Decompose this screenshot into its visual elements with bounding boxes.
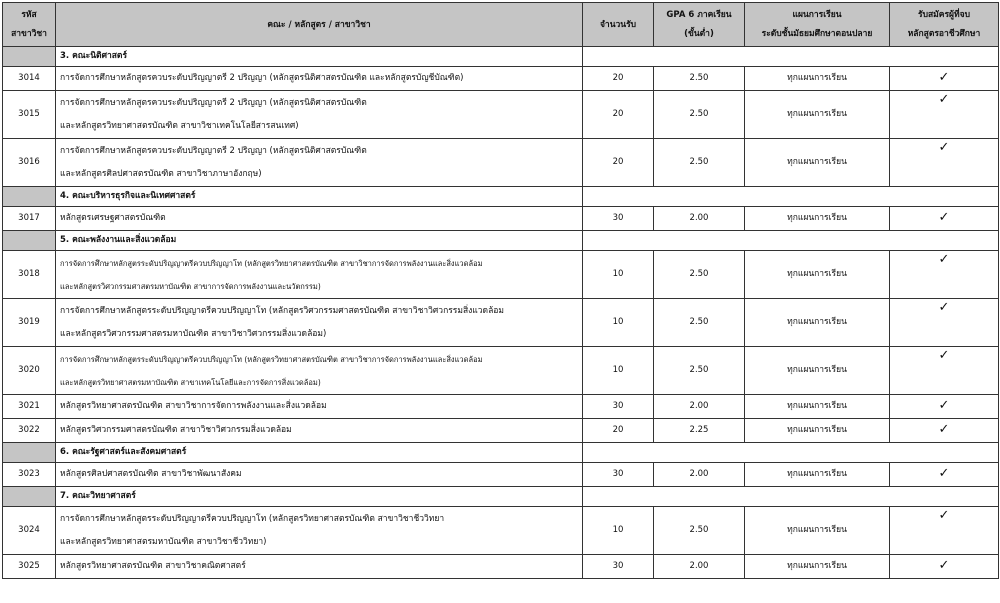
program-code: 3025 <box>3 555 56 579</box>
study-plan-value: ทุกแผนการเรียน <box>745 207 890 231</box>
faculty-section-row <box>3 231 999 251</box>
section-code-cell <box>3 443 56 463</box>
gpa-value: 2.00 <box>654 395 745 419</box>
study-plan-value: ทุกแผนการเรียน <box>745 299 890 347</box>
seats-value: 10 <box>583 299 654 347</box>
check-mark-icon: ✓ <box>890 67 999 91</box>
check-mark-icon: ✓ <box>890 463 999 487</box>
gpa-value: 2.50 <box>654 91 745 139</box>
seats-value: 30 <box>583 555 654 579</box>
seats-value: 30 <box>583 207 654 231</box>
program-name-line: และหลักสูตรศิลปศาสตรบัณฑิต สาขาวิชาภาษาอังกฤษ) <box>60 168 262 179</box>
table-row <box>3 419 999 443</box>
section-filler-cell <box>583 187 999 207</box>
program-code: 3019 <box>3 299 56 347</box>
table-row <box>3 67 999 91</box>
gpa-value: 2.00 <box>654 555 745 579</box>
gpa-value: 2.50 <box>654 67 745 91</box>
seats-value: 20 <box>583 91 654 139</box>
study-plan-value: ทุกแผนการเรียน <box>745 507 890 555</box>
program-name-line: และหลักสูตรวิทยาศาสตรมหาบัณฑิต สาขาเทคโนโลยีและการจัดการสิ่งแวดล้อม) <box>60 377 321 387</box>
table-row <box>3 555 999 579</box>
program-code: 3018 <box>3 251 56 299</box>
check-mark-icon: ✓ <box>890 91 999 139</box>
table-row <box>3 251 999 299</box>
check-mark-icon: ✓ <box>890 507 999 555</box>
program-name <box>56 67 583 91</box>
program-name-line: การจัดการศึกษาหลักสูตรระดับปริญญาตรีควบปริญญาโท (หลักสูตรวิทยาศาสตรบัณฑิต สาขาวิชาการจัดการพลังงานและสิ่งแวดล้อม <box>60 354 483 364</box>
table-body <box>3 47 999 579</box>
section-code-cell <box>3 231 56 251</box>
program-name <box>56 139 583 187</box>
program-code: 3022 <box>3 419 56 443</box>
faculty-title: 6. คณะรัฐศาสตร์และสังคมศาสตร์ <box>56 443 583 463</box>
program-name-line: การจัดการศึกษาหลักสูตรระดับปริญญาตรีควบปริญญาโท (หลักสูตรวิศวกรรมศาสตรบัณฑิต สาขาวิชาวิศวกรรมสิ่งแวดล้อม <box>60 305 504 316</box>
program-name <box>56 463 583 487</box>
gpa-value: 2.50 <box>654 347 745 395</box>
seats-value: 10 <box>583 507 654 555</box>
check-mark-icon: ✓ <box>890 347 999 395</box>
faculty-title: 7. คณะวิทยาศาสตร์ <box>56 487 583 507</box>
study-plan-value: ทุกแผนการเรียน <box>745 463 890 487</box>
program-code: 3020 <box>3 347 56 395</box>
header-program: คณะ / หลักสูตร / สาขาวิชา <box>56 3 583 47</box>
section-filler-cell <box>583 47 999 67</box>
header-accept-vocational: รับสมัครผู้ที่จบ หลักสูตรอาชีวศึกษา <box>890 3 999 47</box>
program-name <box>56 347 583 395</box>
table-row <box>3 139 999 187</box>
program-name-line: และหลักสูตรวิศวกรรมศาสตรมหาบัณฑิต สาขาวิชาวิศวกรรมสิ่งแวดล้อม) <box>60 328 327 339</box>
check-mark-icon: ✓ <box>890 139 999 187</box>
program-name-line: หลักสูตรศิลปศาสตรบัณฑิต สาขาวิชาพัฒนาสังคม <box>60 469 242 479</box>
check-mark-icon: ✓ <box>890 555 999 579</box>
program-code: 3023 <box>3 463 56 487</box>
program-name <box>56 251 583 299</box>
section-filler-cell <box>583 231 999 251</box>
gpa-value: 2.50 <box>654 139 745 187</box>
table-row <box>3 507 999 555</box>
check-mark-icon: ✓ <box>890 251 999 299</box>
faculty-section-row <box>3 487 999 507</box>
study-plan-value: ทุกแผนการเรียน <box>745 139 890 187</box>
program-name <box>56 299 583 347</box>
program-code: 3021 <box>3 395 56 419</box>
table-row <box>3 207 999 231</box>
faculty-title: 4. คณะบริหารธุรกิจและนิเทศศาสตร์ <box>56 187 583 207</box>
header-code: รหัส สาขาวิชา <box>3 3 56 47</box>
study-plan-value: ทุกแผนการเรียน <box>745 555 890 579</box>
table-row <box>3 347 999 395</box>
gpa-value: 2.00 <box>654 207 745 231</box>
section-code-cell <box>3 487 56 507</box>
table-row <box>3 463 999 487</box>
program-name <box>56 395 583 419</box>
seats-value: 10 <box>583 347 654 395</box>
program-name <box>56 419 583 443</box>
program-code: 3024 <box>3 507 56 555</box>
table-row <box>3 91 999 139</box>
program-name-line: และหลักสูตรวิทยาศาสตรบัณฑิต สาขาวิชาเทคโนโลยีสารสนเทศ) <box>60 120 299 131</box>
study-plan-value: ทุกแผนการเรียน <box>745 395 890 419</box>
program-code: 3016 <box>3 139 56 187</box>
gpa-value: 2.50 <box>654 507 745 555</box>
program-name-line: หลักสูตรวิทยาศาสตรบัณฑิต สาขาวิชาคณิตศาสตร์ <box>60 561 246 571</box>
program-code: 3014 <box>3 67 56 91</box>
program-name-line: การจัดการศึกษาหลักสูตรระดับปริญญาตรีควบปริญญาโท (หลักสูตรวิทยาศาสตรบัณฑิต สาขาวิชาการจัดการพลังงานและสิ่งแวดล้อม <box>60 258 483 268</box>
faculty-title: 5. คณะพลังงานและสิ่งแวดล้อม <box>56 231 583 251</box>
seats-value: 20 <box>583 139 654 187</box>
admission-table <box>2 2 999 579</box>
program-name-line: หลักสูตรวิศวกรรมศาสตรบัณฑิต สาขาวิชาวิศวกรรมสิ่งแวดล้อม <box>60 425 292 435</box>
header-plan: แผนการเรียน ระดับชั้นมัธยมศึกษาตอนปลาย <box>745 3 890 47</box>
section-filler-cell <box>583 487 999 507</box>
check-mark-icon: ✓ <box>890 395 999 419</box>
program-name-line: หลักสูตรวิทยาศาสตรบัณฑิต สาขาวิชาการจัดการพลังงานและสิ่งแวดล้อม <box>60 401 327 411</box>
section-code-cell <box>3 187 56 207</box>
faculty-section-row <box>3 443 999 463</box>
gpa-value: 2.25 <box>654 419 745 443</box>
gpa-value: 2.50 <box>654 299 745 347</box>
program-name <box>56 507 583 555</box>
seats-value: 10 <box>583 251 654 299</box>
study-plan-value: ทุกแผนการเรียน <box>745 91 890 139</box>
section-filler-cell <box>583 443 999 463</box>
program-code: 3017 <box>3 207 56 231</box>
program-code: 3015 <box>3 91 56 139</box>
seats-value: 20 <box>583 419 654 443</box>
table-header-row <box>3 3 999 47</box>
gpa-value: 2.00 <box>654 463 745 487</box>
faculty-title: 3. คณะนิติศาสตร์ <box>56 47 583 67</box>
table-row <box>3 395 999 419</box>
program-name <box>56 91 583 139</box>
seats-value: 20 <box>583 67 654 91</box>
gpa-value: 2.50 <box>654 251 745 299</box>
check-mark-icon: ✓ <box>890 419 999 443</box>
study-plan-value: ทุกแผนการเรียน <box>745 347 890 395</box>
section-code-cell <box>3 47 56 67</box>
program-name <box>56 207 583 231</box>
check-mark-icon: ✓ <box>890 299 999 347</box>
program-name-line: การจัดการศึกษาหลักสูตรควบระดับปริญญาตรี 2 ปริญญา (หลักสูตรนิติศาสตรบัณฑิต และหลักสูตรบัญชีบัณฑิต) <box>60 73 464 83</box>
header-seats: จำนวนรับ <box>583 3 654 47</box>
study-plan-value: ทุกแผนการเรียน <box>745 67 890 91</box>
seats-value: 30 <box>583 395 654 419</box>
table-row <box>3 299 999 347</box>
seats-value: 30 <box>583 463 654 487</box>
check-mark-icon: ✓ <box>890 207 999 231</box>
program-name-line: และหลักสูตรวิศวกรรมศาสตรมหาบัณฑิต สาขาการจัดการพลังงานและนวัตกรรม) <box>60 281 321 291</box>
program-name <box>56 555 583 579</box>
faculty-section-row <box>3 47 999 67</box>
header-gpa: GPA 6 ภาคเรียน (ขั้นต่ำ) <box>654 3 745 47</box>
program-name-line: หลักสูตรเศรษฐศาสตรบัณฑิต <box>60 213 166 223</box>
program-name-line: การจัดการศึกษาหลักสูตรควบระดับปริญญาตรี 2 ปริญญา (หลักสูตรนิติศาสตรบัณฑิต <box>60 145 367 156</box>
study-plan-value: ทุกแผนการเรียน <box>745 251 890 299</box>
program-name-line: การจัดการศึกษาหลักสูตรระดับปริญญาตรีควบปริญญาโท (หลักสูตรวิทยาศาสตรบัณฑิต สาขาวิชาชีววิทยา <box>60 513 445 524</box>
study-plan-value: ทุกแผนการเรียน <box>745 419 890 443</box>
program-name-line: และหลักสูตรวิทยาศาสตรมหาบัณฑิต สาขาวิชาชีววิทยา) <box>60 536 267 547</box>
program-name-line: การจัดการศึกษาหลักสูตรควบระดับปริญญาตรี 2 ปริญญา (หลักสูตรนิติศาสตรบัณฑิต <box>60 97 367 108</box>
faculty-section-row <box>3 187 999 207</box>
